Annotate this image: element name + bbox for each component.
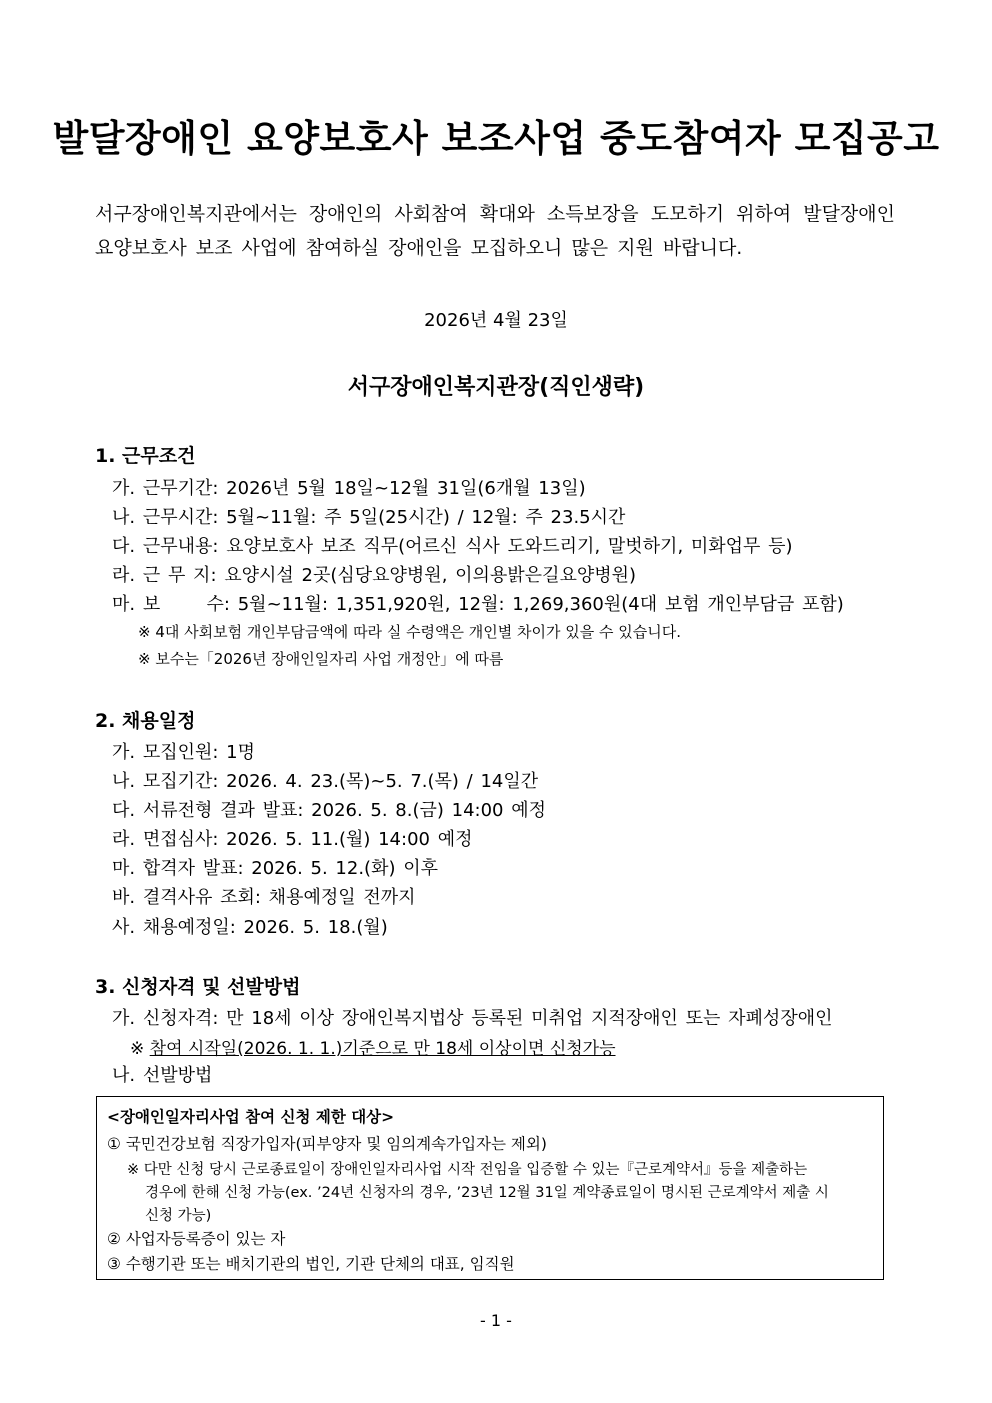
- schedule-recruit-period: 나. 모집기간: 2026. 4. 23.(목)~5. 7.(목) / 14일간: [112, 771, 539, 792]
- restriction-item-business-registration: ② 사업자등록증이 있는 자: [107, 1230, 286, 1248]
- schedule-final-result: 마. 합격자 발표: 2026. 5. 12.(화) 이후: [112, 858, 438, 879]
- schedule-interview: 라. 면접심사: 2026. 5. 11.(월) 14:00 예정: [112, 829, 473, 850]
- schedule-hire-date: 사. 채용예정일: 2026. 5. 18.(월): [112, 917, 388, 938]
- section-title-work-conditions: 1. 근무조건: [95, 445, 196, 467]
- eligibility-note: [130, 1034, 616, 1059]
- work-period: 가. 근무기간: 2026년 5월 18일~12월 31일(6개월 13일): [112, 478, 586, 499]
- work-hours: 나. 근무시간: 5월~11월: 주 5일(25시간) / 12월: 주 23.5시간: [112, 507, 626, 528]
- restriction-note-line-3: 신청 가능): [145, 1208, 212, 1224]
- pay-note-basis: ※ 보수는「2026년 장애인일자리 사업 개정안」에 따름: [138, 650, 504, 668]
- page-number: - 1 -: [480, 1311, 512, 1330]
- eligibility-note-mark: ※: [130, 1039, 150, 1059]
- schedule-disqualification-check: 바. 결격사유 조회: 채용예정일 전까지: [112, 887, 416, 908]
- restriction-item-executives: ③ 수행기관 또는 배치기관의 법인, 기관 단체의 대표, 임직원: [107, 1255, 515, 1273]
- schedule-document-result: 다. 서류전형 결과 발표: 2026. 5. 8.(금) 14:00 예정: [112, 800, 547, 821]
- eligibility-criteria: 가. 신청자격: 만 18세 이상 장애인복지법상 등록된 미취업 지적장애인 또는 자폐성장애인: [112, 1008, 833, 1029]
- schedule-headcount: 가. 모집인원: 1명: [112, 742, 256, 763]
- section-title-schedule: 2. 채용일정: [95, 710, 196, 732]
- organization-name: 서구장애인복지관장(직인생략): [347, 375, 645, 400]
- restriction-box-title: <장애인일자리사업 참여 신청 제한 대상>: [107, 1108, 395, 1126]
- pay-note-insurance: ※ 4대 사회보험 개인부담금액에 따라 실 수령액은 개인별 차이가 있을 수 있습니다.: [138, 623, 682, 641]
- work-content: 다. 근무내용: 요양보호사 보조 직무(어르신 식사 도와드리기, 말벗하기, 미화업무 등): [112, 536, 793, 557]
- restriction-note-line-1: ※ 다만 신청 당시 근로종료일이 장애인일자리사업 시작 전임을 입증할 수 있는『근로계약서』등을 제출하는: [127, 1162, 808, 1178]
- eligibility-note-text: 참여 시작일(2026. 1. 1.)기준으로 만 18세 이상이면 신청가능: [149, 1039, 616, 1059]
- page-title: 발달장애인 요양보호사 보조사업 중도참여자 모집공고: [52, 117, 940, 160]
- section-title-eligibility: 3. 신청자격 및 선발방법: [95, 976, 301, 998]
- restriction-item-health-insurance: ① 국민건강보험 직장가입자(피부양자 및 임의계속가입자는 제외): [107, 1135, 547, 1153]
- intro-paragraph: 서구장애인복지관에서는 장애인의 사회참여 확대와 소득보장을 도모하기 위하여 발달장애인 요양보호사 보조 사업에 참여하실 장애인을 모집하오니 많은 지원 바랍니다.: [95, 203, 895, 259]
- work-location: 라. 근 무 지: 요양시설 2곳(심당요양병원, 이의용밝은길요양병원): [112, 565, 637, 586]
- restriction-note-line-2: 경우에 한해 신청 가능(ex. ’24년 신청자의 경우, ’23년 12월 31일 계약종료일이 명시된 근로계약서 제출 시: [145, 1185, 829, 1201]
- selection-method: 나. 선발방법: [112, 1065, 213, 1086]
- announcement-date: 2026년 4월 23일: [424, 310, 568, 331]
- work-pay: 마. 보 수: 5월~11월: 1,351,920원, 12월: 1,269,360원(4대 보험 개인부담금 포함): [112, 594, 844, 615]
- restriction-box: [96, 1096, 884, 1280]
